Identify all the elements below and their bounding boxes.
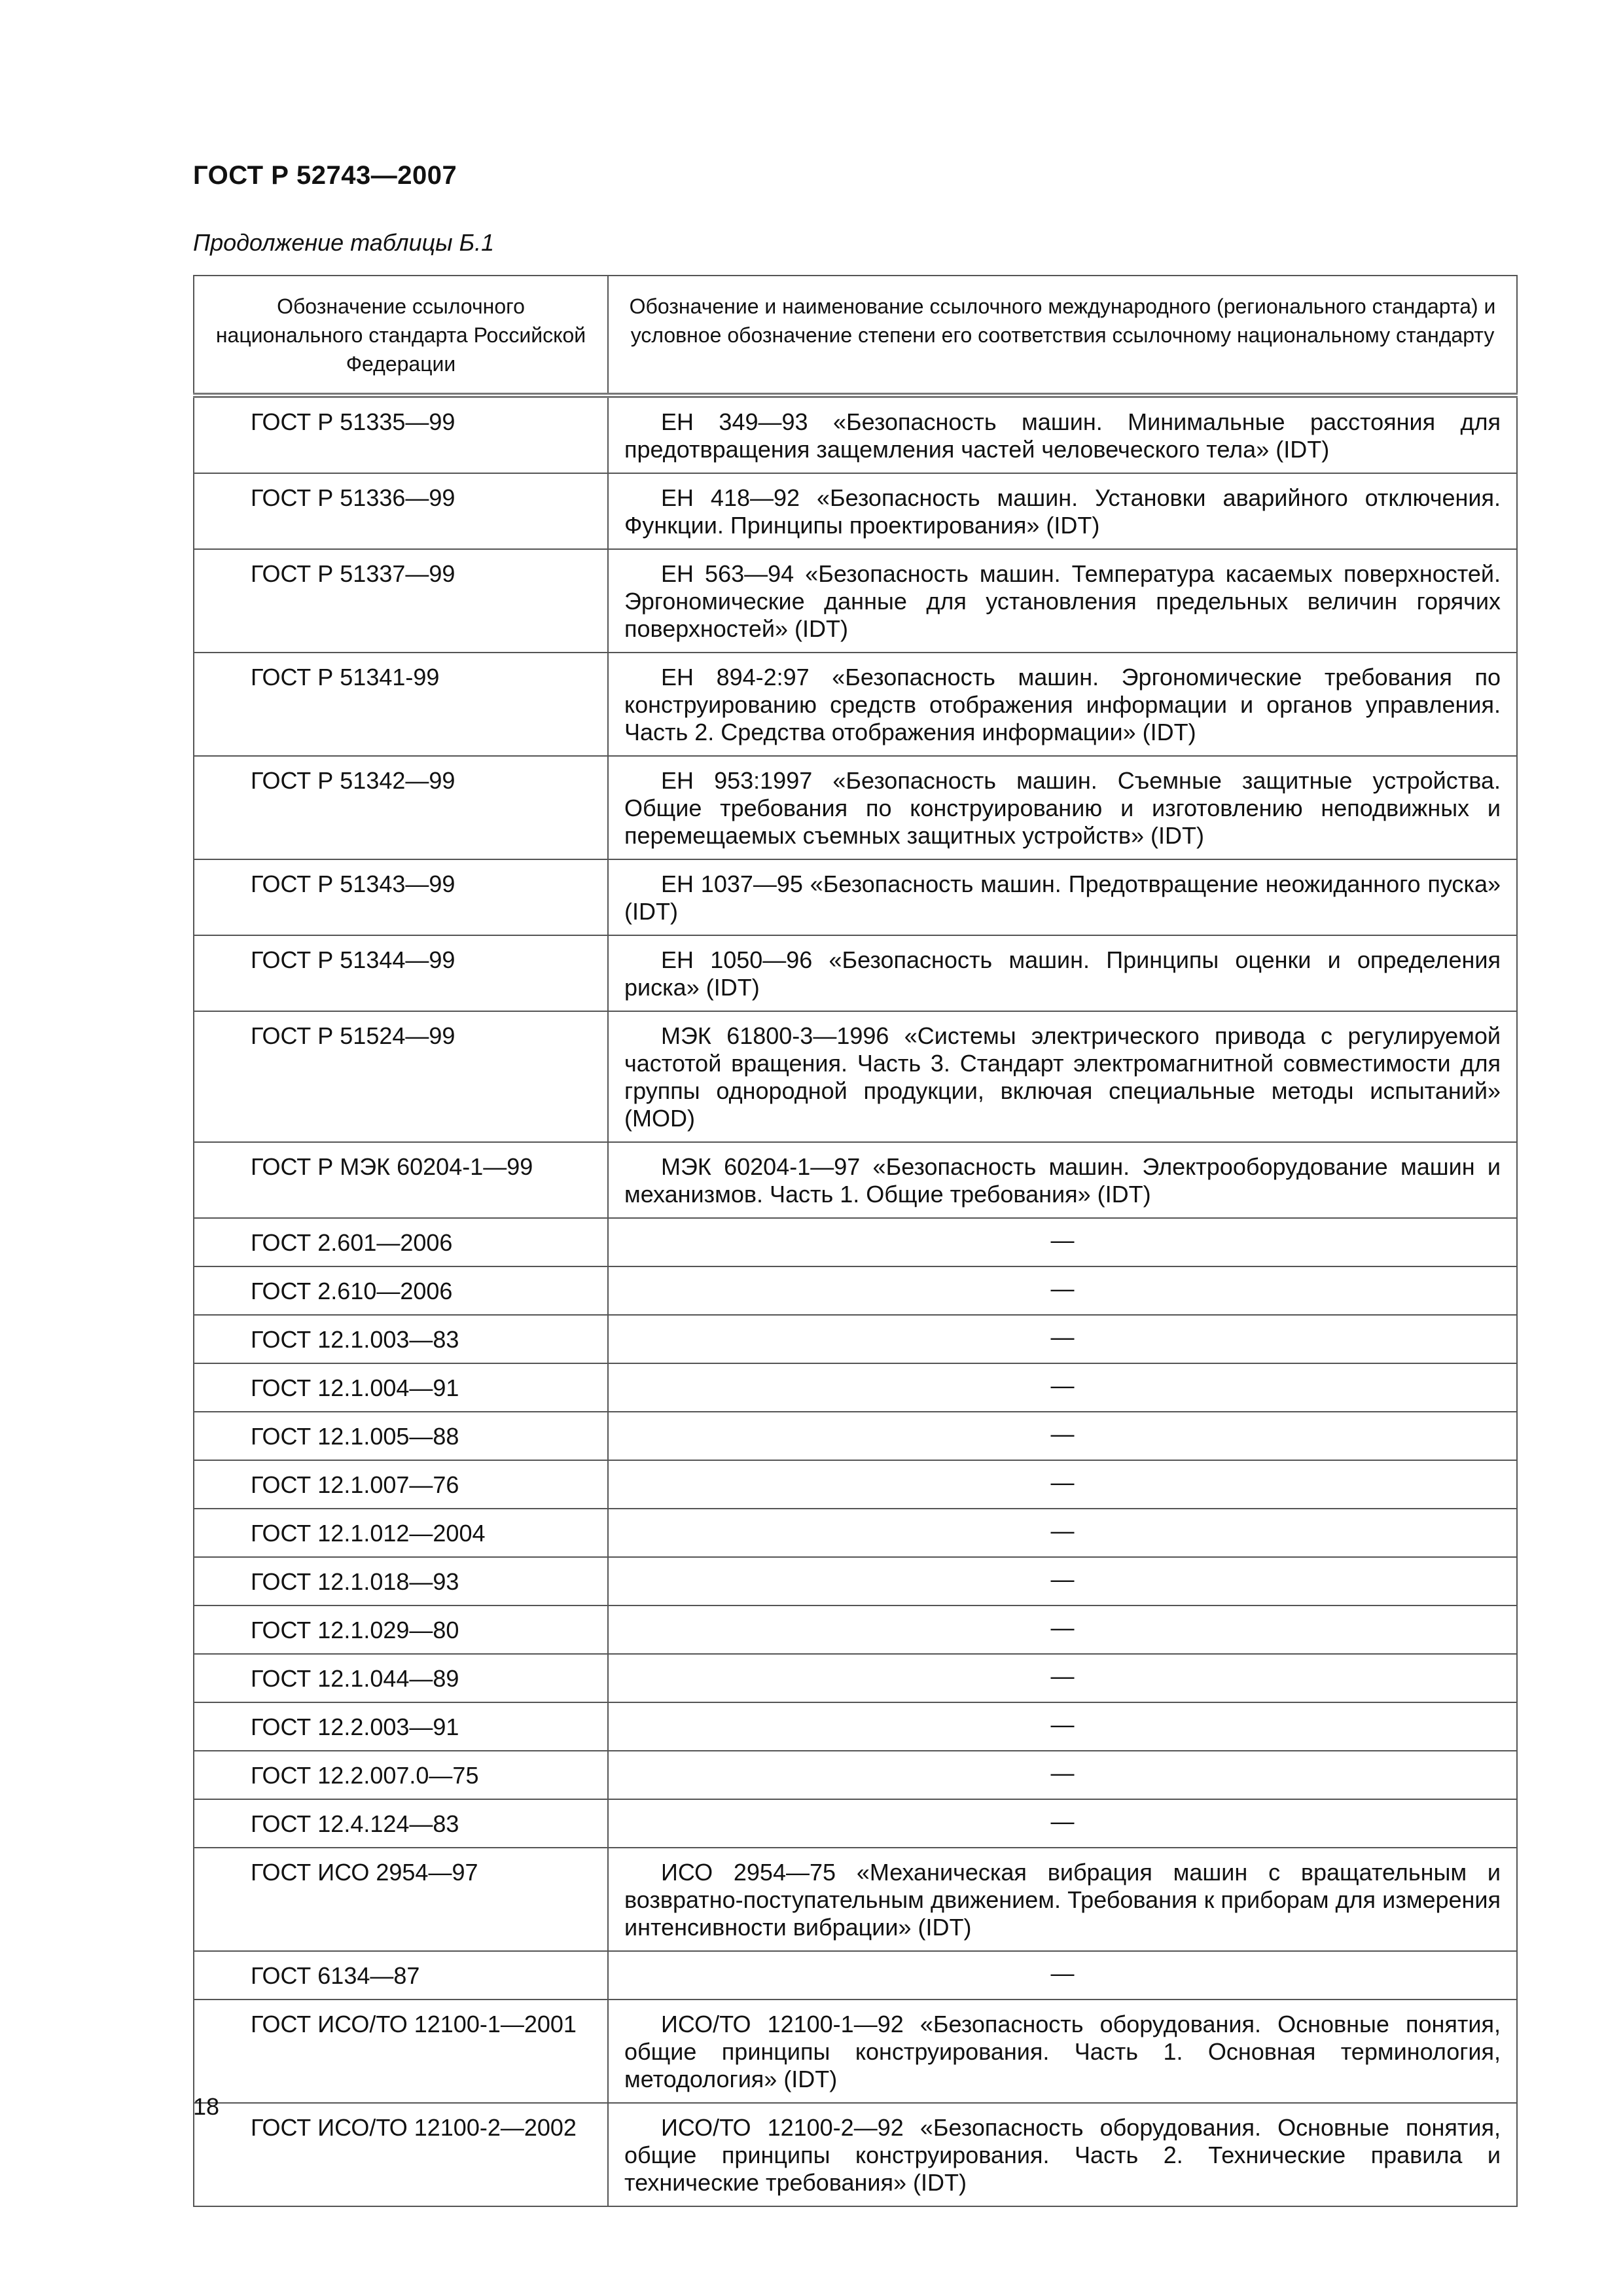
national-standard-cell: ГОСТ Р 51342—99 xyxy=(194,756,608,859)
international-standard-cell: — xyxy=(608,1509,1517,1557)
national-standard-cell: ГОСТ 12.4.124—83 xyxy=(194,1799,608,1848)
table-row xyxy=(194,1412,1517,1460)
national-standard-cell: ГОСТ ИСО/ТО 12100-2—2002 xyxy=(194,2103,608,2206)
international-standard-text: ЕН 563—94 «Безопасность машин. Температура касаемых поверхностей. Эргономические данные для установления предельных величин горячих поверхностей» (IDT) xyxy=(624,560,1501,642)
national-standard-cell: ГОСТ 2.601—2006 xyxy=(194,1218,608,1266)
national-standard-cell: ГОСТ Р 51524—99 xyxy=(194,1011,608,1142)
national-standard-cell: ГОСТ Р 51336—99 xyxy=(194,473,608,549)
international-standard-text: ЕН 349—93 «Безопасность машин. Минимальные расстояния для предотвращения защемления частей человеческого тела» (IDT) xyxy=(624,408,1501,463)
international-standard-cell: — xyxy=(608,1315,1517,1363)
international-standard-cell xyxy=(608,473,1517,549)
table-row xyxy=(194,1460,1517,1509)
table-row xyxy=(194,1011,1517,1142)
national-standard-cell: ГОСТ Р МЭК 60204-1—99 xyxy=(194,1142,608,1218)
international-standard-text: МЭК 61800-3—1996 «Системы электрического привода с регулируемой частотой вращения. Часть 3. Стандарт электромагнитной совместимости для группы однородной продукции, включая специальные методы испытаний» (MOD) xyxy=(624,1022,1501,1132)
national-standard-cell: ГОСТ ИСО/ТО 12100-1—2001 xyxy=(194,2000,608,2103)
document-code: ГОСТ Р 52743—2007 xyxy=(193,161,457,190)
international-standard-text: ЕН 418—92 «Безопасность машин. Установки аварийного отключения. Функции. Принципы проектирования» (IDT) xyxy=(624,484,1501,539)
international-standard-cell: — xyxy=(608,1654,1517,1702)
national-standard-cell: ГОСТ ИСО 2954—97 xyxy=(194,1848,608,1951)
international-standard-text: ЕН 1037—95 «Безопасность машин. Предотвращение неожиданного пуска» (IDT) xyxy=(624,870,1501,925)
international-standard-text: ИСО 2954—75 «Механическая вибрация машин с вращательным и возвратно-поступательным движением. Требования к приборам для измерения интенсивности вибрации» (IDT) xyxy=(624,1859,1501,1941)
international-standard-cell: — xyxy=(608,1702,1517,1751)
international-standard-cell xyxy=(608,653,1517,756)
reference-table xyxy=(193,275,1518,2207)
national-standard-cell: ГОСТ 12.1.007—76 xyxy=(194,1460,608,1509)
international-standard-text: МЭК 60204-1—97 «Безопасность машин. Электрооборудование машин и механизмов. Часть 1. Общие требования» (IDT) xyxy=(624,1153,1501,1208)
table-row xyxy=(194,2103,1517,2206)
table-row xyxy=(194,756,1517,859)
international-standard-cell: — xyxy=(608,1412,1517,1460)
table-header xyxy=(194,276,1517,395)
international-standard-cell: — xyxy=(608,1218,1517,1266)
national-standard-cell: ГОСТ 2.610—2006 xyxy=(194,1266,608,1315)
national-standard-cell: ГОСТ 6134—87 xyxy=(194,1951,608,2000)
table-row xyxy=(194,1557,1517,1605)
national-standard-cell: ГОСТ 12.2.003—91 xyxy=(194,1702,608,1751)
national-standard-cell: ГОСТ 12.1.018—93 xyxy=(194,1557,608,1605)
international-standard-cell xyxy=(608,756,1517,859)
international-standard-cell: — xyxy=(608,1266,1517,1315)
national-standard-cell: ГОСТ Р 51341-99 xyxy=(194,653,608,756)
international-standard-cell: — xyxy=(608,1363,1517,1412)
table-caption: Продолжение таблицы Б.1 xyxy=(193,229,495,256)
international-standard-text: ИСО/ТО 12100-1—92 «Безопасность оборудования. Основные понятия, общие принципы конструирования. Часть 1. Основная терминология, методология» (IDT) xyxy=(624,2011,1501,2092)
national-standard-cell: ГОСТ Р 51337—99 xyxy=(194,549,608,653)
table-row xyxy=(194,1266,1517,1315)
international-standard-cell xyxy=(608,395,1517,473)
table-row xyxy=(194,1951,1517,2000)
international-standard-cell xyxy=(608,2103,1517,2206)
table-row xyxy=(194,935,1517,1011)
national-standard-cell: ГОСТ 12.1.044—89 xyxy=(194,1654,608,1702)
table-row xyxy=(194,1605,1517,1654)
international-standard-cell: — xyxy=(608,1751,1517,1799)
international-standard-cell: — xyxy=(608,1557,1517,1605)
table-row xyxy=(194,2000,1517,2103)
national-standard-cell: ГОСТ Р 51344—99 xyxy=(194,935,608,1011)
national-standard-cell: ГОСТ 12.1.003—83 xyxy=(194,1315,608,1363)
table-row xyxy=(194,1848,1517,1951)
international-standard-cell: — xyxy=(608,1605,1517,1654)
table-row xyxy=(194,1702,1517,1751)
column-header-international: Обозначение и наименование ссылочного международного (регионального стандарта) и условное обозначение степени его соответствия ссылочному национальному стандарту xyxy=(608,276,1517,395)
table-body xyxy=(194,395,1517,2206)
table-row xyxy=(194,1218,1517,1266)
international-standard-cell: — xyxy=(608,1460,1517,1509)
column-header-national: Обозначение ссылочного национального стандарта Российской Федерации xyxy=(194,276,608,395)
table-row xyxy=(194,1799,1517,1848)
table-row xyxy=(194,1142,1517,1218)
international-standard-cell xyxy=(608,2000,1517,2103)
international-standard-text: ИСО/ТО 12100-2—92 «Безопасность оборудования. Основные понятия, общие принципы конструирования. Часть 2. Технические правила и технические требования» (IDT) xyxy=(624,2114,1501,2196)
national-standard-cell: ГОСТ 12.1.004—91 xyxy=(194,1363,608,1412)
international-standard-cell xyxy=(608,859,1517,935)
national-standard-cell: ГОСТ 12.1.029—80 xyxy=(194,1605,608,1654)
national-standard-cell: ГОСТ 12.2.007.0—75 xyxy=(194,1751,608,1799)
table-row xyxy=(194,1751,1517,1799)
national-standard-cell: ГОСТ Р 51335—99 xyxy=(194,395,608,473)
international-standard-cell: — xyxy=(608,1951,1517,2000)
international-standard-cell xyxy=(608,1848,1517,1951)
international-standard-cell xyxy=(608,935,1517,1011)
page-number: 18 xyxy=(193,2093,220,2120)
international-standard-text: ЕН 953:1997 «Безопасность машин. Съемные защитные устройства. Общие требования по конструированию и изготовлению неподвижных и перемещаемых съемных защитных устройств» (IDT) xyxy=(624,767,1501,849)
national-standard-cell: ГОСТ Р 51343—99 xyxy=(194,859,608,935)
table-row xyxy=(194,1654,1517,1702)
national-standard-cell: ГОСТ 12.1.012—2004 xyxy=(194,1509,608,1557)
international-standard-cell xyxy=(608,549,1517,653)
international-standard-text: ЕН 894-2:97 «Безопасность машин. Эргономические требования по конструированию средств отображения информации и органов управления. Часть 2. Средства отображения информации» (IDT) xyxy=(624,664,1501,745)
table-row xyxy=(194,653,1517,756)
table-row xyxy=(194,1509,1517,1557)
international-standard-text: ЕН 1050—96 «Безопасность машин. Принципы оценки и определения риска» (IDT) xyxy=(624,946,1501,1001)
table-row xyxy=(194,859,1517,935)
national-standard-cell: ГОСТ 12.1.005—88 xyxy=(194,1412,608,1460)
international-standard-cell: — xyxy=(608,1799,1517,1848)
table-row xyxy=(194,549,1517,653)
table-row xyxy=(194,473,1517,549)
international-standard-cell xyxy=(608,1011,1517,1142)
table-row xyxy=(194,1363,1517,1412)
table-row xyxy=(194,395,1517,473)
international-standard-cell xyxy=(608,1142,1517,1218)
table-row xyxy=(194,1315,1517,1363)
